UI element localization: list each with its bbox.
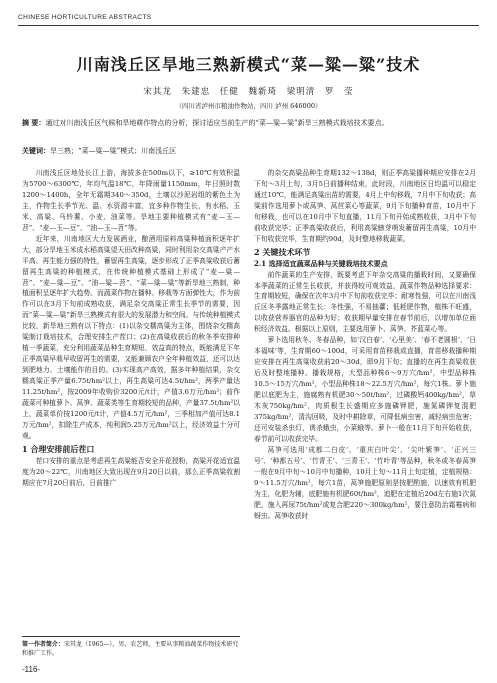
body-paragraph: 川南浅丘区地处长江上游，海拔多在500m以下，≥10℃有效积温为5700～6300℃，年均气温18℃，年降雨量1150mm，年日照时数1200～1400h，全年无霜期340～350d，土壤以沙泥岩组的紫色土为主，作物生长季节光、温、水资源丰富，宜多种作物生长，有水稻、玉米、高粱、马铃薯、小麦、油菜等。旱地主要种植模式有“麦—玉—苕”、“麦—玉—豆”、“油—玉—苕”等。 xyxy=(22,169,240,232)
keywords-label: 关键词： xyxy=(22,146,50,155)
body-paragraph: 的杂交高粱品种生育期132～138d，则正季高粱播种期应安排在2月下旬～3月上旬，3月5日前播种结束，此时段，川南地区日均温可以稳定通过10℃，能满足高粱出苗的需要，4月上中旬移栽，7月中下旬收获；高粱前作选用萝卜或莴笋、莴苣菜心等蔬菜，9月下旬播种育苗，10月中下旬移栽，也可以在10月中下旬直播，11月下旬开始成熟收获，3月中下旬前收获完毕；正季高粱收获后，利用高粱腋芽萌发蓄留再生高粱，10月中下旬收获完毕，生育期约90d，及时整地移栽蔬菜。 xyxy=(254,169,477,243)
section-heading: 2 关键技术环节 xyxy=(254,246,311,257)
body-paragraph: 近年来，川南地区大力发展酒业，酿酒用原料高粱种植面积逐年扩大，部分旱地玉米成水稻高粱望天田改种高粱，同时利用杂交高粱产产水平高、再生能力强的特性，蓄留再生高粱，逐步形成了正季高粱收获后蓄留再生高粱的种植模式，在传统种植模式基础上形成了“麦—粱—苕”、“麦—粱—豆”、“油—粱—苕”、“菜—粱—粱”等新旱地三熟制，种植面积呈逐年扩大趋势。而蔬菜作物在播种、移栽等方面弹性大，作为前作可以在3月下旬前成熟收获，满足杂交高粱正常生长季节的需要，因而“菜—粱—粱”新旱三熟模式有很大的发展潜力和空间。与传统种植模式比较，新旱地三熟有以下特点：(1)以杂交糯高粱为主体，围绕杂交糯高粱制订栽培技术，合理安排生产茬口；(2)在高粱收获后的秋冬季安排种植一季蔬菜，充分利用蔬菜品种生育期短、效益高的特点，既能满足下年正季高粱早栽早收留再生的需要，又能兼顾农户全年种植效益，还可以达到肥地力、土壤能作的目的。(3)实现高产高效，据多年种植结果，杂交糯高粱正季产量6.75t/hm²以上，再生高粱可达4.5t/hm²，两季产量达11.25t/hm²，按2009年收购价3200元/t计，产值3.6万元/hm²；前作蔬菜可种植萝卜、莴笋、蔬菜类等生育期较短的品种，产量37.5t/hm²以上，蔬菜单价按1200元/t计，产值4.5万元/hm²，三季相加产值可达8.1万元/hm²，扣除生产成本，纯利润5.25万元/hm²以上，经济效益十分可观。 xyxy=(22,234,240,440)
body-paragraph: 前作蔬菜的生产安排，既要考虑下年杂交高粱的播栽时间，又要确保本季蔬菜的正常生长收获，并获得较可观效益，蔬菜作物品种选择要求：生育期较短，确保在次年3月中下旬前收获完毕；耐寒性强，可以在川南浅丘区冬季露地正常生长：冬性强，不易抽薹；低耗肥作物，植株不旺盛，以收获营养器官的品种为好；收获期早量安排在春节前后，以增加单位面积经济效益。根据以上原则，主要选用萝卜、莴笋、芥蓝菜心等。 xyxy=(254,270,476,334)
footnote-label: 第一作者简介： xyxy=(22,641,65,648)
page-number: -116- xyxy=(22,665,41,674)
footnote-text: 宋其龙（1965—），男，农艺师，主要从事粮油蔬菜作物技术研究和推广工作。 xyxy=(22,641,239,657)
keywords-text: 旱三熟；“菜—粱—粱”模式；川南浅丘区 xyxy=(50,147,177,155)
abstract-label: 摘 要： xyxy=(22,118,46,127)
author-affiliation: （四川省泸州市粮油作物站，四川 泸州 646000） xyxy=(175,102,322,110)
left-text-column xyxy=(22,168,240,489)
body-paragraph: 茬口安排的重点是考虑再生高粱能否安全开花授粉，高粱开花适宜温度为20～22℃，川南地区大致出现在9月20日以前，那么正季高粱收割期应在7月20日前后，日前推广 xyxy=(22,456,240,487)
author-footnote xyxy=(22,636,240,658)
abstract-block xyxy=(22,117,475,129)
subsection-heading: 2.1 选择适宜蔬菜品种与关键栽培技术要点 xyxy=(254,258,388,268)
body-paragraph: 莴笋可选用‘成都二白皮’、‘重庆白叶尖’、‘尖叶紫笋’、‘正兴三号’、‘种都五号’、‘竹青王’、‘三青王’、‘竹叶青’等品种，秋冬或冬春莴笋一般在9月中旬～10月中旬播种，10月上旬～11月上旬定植，定植规格：9～11.5万穴/hm²，每穴1苗，莴笋施肥原则是按肥酌施，以速效有机肥为主，化肥为辅，底肥施有机肥60t/hm²，追肥在定植后20d左右施1次氮肥，施入再尿75t/hm²或复合肥220～300kg/hm²，要注意防治霜霉病和蚜虫。莴笋收获时 xyxy=(254,445,476,520)
section-heading: 1 合理安排前后茬口 xyxy=(22,443,95,454)
header-rule xyxy=(18,25,479,26)
abstract-text: 通过对川南浅丘区气候和旱地耕作特点的分析，探讨适应当前生产的“菜—粱—粱”新旱三熟模式栽培技术要点。 xyxy=(45,119,389,127)
body-paragraph: 萝卜选用秋冬、冬春品种，如‘汉白春’、‘心里美’、‘春不老圆根’、‘日本福味’等，生育期60～100d，可采用育苗移栽或直播，育苗移栽播种期应安排在再生高粱收获前20～30d，即9月下旬；直播的在再生高粱收获后及时整地播种。播栽规格，大型品种株6～9万穴/hm²，中型品种株10.5～15万穴/hm²，小型品种株18～22.5万穴/hm²，每穴1株。萝卜施肥以底肥为主，施腐熟有机肥30～50t/hm²，过磷酸钙400kg/hm²，草木灰750kg/hm²，肉质根生长盛期应多施磷钾肥，施氮磷钾复混肥375kg/hm²，清沟回吸，及时中耕除草，可降低病虫害，减轻病虫危害；还可安装杀虫灯，诱杀蛾虫，小菜蛾等。萝卜一般在11月下旬开始收获，春节前可以收获完毕。 xyxy=(254,336,476,443)
keywords-block xyxy=(22,145,475,157)
article-title: 川南浅丘区旱地三熟新模式“菜—粱—粱”技术 xyxy=(76,55,421,74)
author-list: 宋其龙 朱建忠 任健 魏新琦 梁明清 罗 莹 xyxy=(143,87,354,97)
journal-header: CHINESE HORTICULTURE ABSTRACTS xyxy=(18,14,152,21)
right-text-column xyxy=(254,168,476,522)
